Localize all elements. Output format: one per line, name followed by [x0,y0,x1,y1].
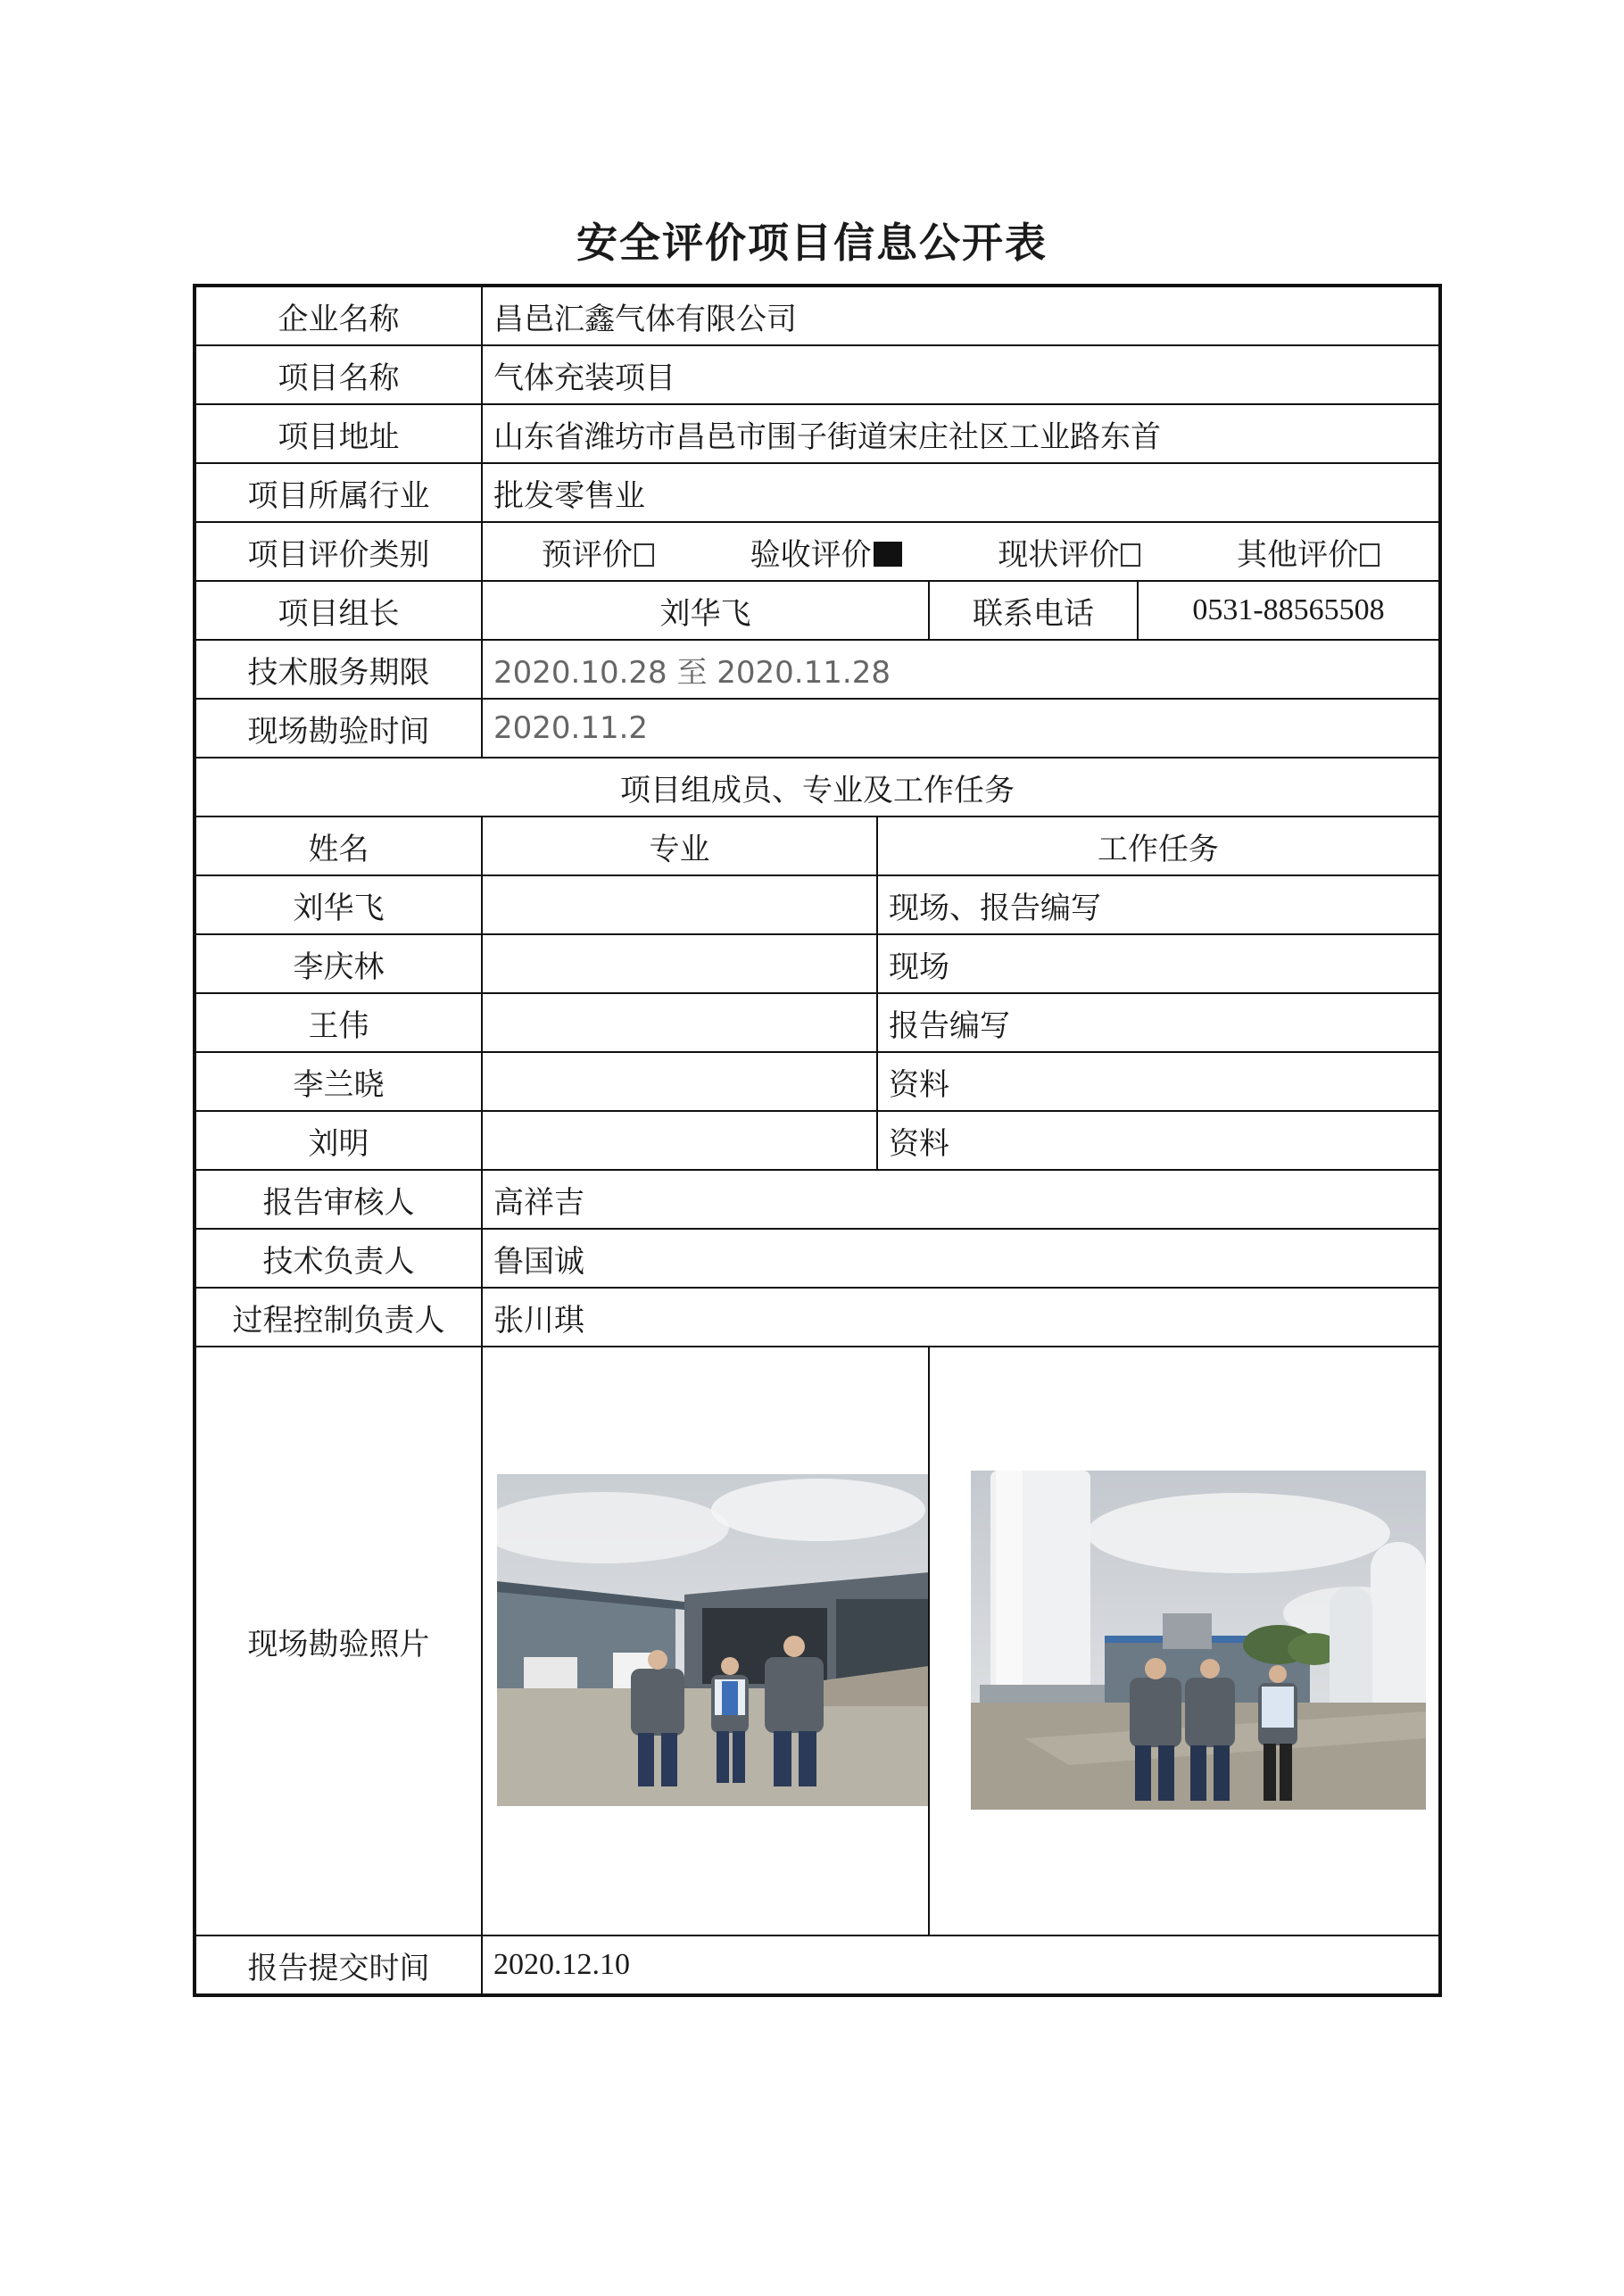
survey-time-label: 现场勘验时间 [195,699,482,758]
project-name-label: 项目名称 [195,345,482,404]
header-task: 工作任务 [877,816,1440,875]
row-members-title [195,758,1440,816]
project-name-value: 气体充装项目 [482,345,1440,404]
site-photo-2 [971,1471,1426,1810]
category-option-current: 现状评价 [998,530,1140,574]
row-tech-lead [195,1229,1440,1288]
industry-label: 项目所属行业 [195,463,482,522]
submit-value: 2020.12.10 [482,1935,1440,1995]
member-row [195,993,1440,1052]
leader-value: 刘华飞 [482,581,929,640]
process-lead-label: 过程控制负责人 [195,1288,482,1347]
survey-time-value: 2020.11.2 [482,699,1440,758]
header-major: 专业 [482,816,877,875]
row-service-period [195,640,1440,699]
company-label: 企业名称 [195,286,482,345]
process-lead-value: 张川琪 [482,1288,1440,1347]
tech-lead-label: 技术负责人 [195,1229,482,1288]
category-options [482,522,1440,581]
service-period-value: 2020.10.28 至 2020.11.28 [482,640,1440,699]
checkbox-checked-icon [874,542,902,567]
photos-label: 现场勘验照片 [195,1347,482,1935]
member-task: 现场、报告编写 [877,875,1440,934]
member-name: 刘华飞 [195,875,482,934]
tech-lead-value: 鲁国诚 [482,1229,1440,1288]
category-label: 项目评价类别 [195,522,482,581]
address-label: 项目地址 [195,404,482,463]
member-name: 李庆林 [195,934,482,993]
member-name: 李兰晓 [195,1052,482,1111]
member-task: 资料 [877,1111,1440,1170]
auditor-label: 报告审核人 [195,1170,482,1229]
row-submit [195,1935,1440,1995]
member-row [195,1052,1440,1111]
member-task: 报告编写 [877,993,1440,1052]
header-name: 姓名 [195,816,482,875]
row-category [195,522,1440,581]
photo-cell-right [929,1347,1440,1935]
leader-label: 项目组长 [195,581,482,640]
info-table [193,284,1442,1997]
phone-value: 0531-88565508 [1138,581,1440,640]
member-major [482,934,877,993]
row-survey-time [195,699,1440,758]
row-company [195,286,1440,345]
row-project-name [195,345,1440,404]
row-address [195,404,1440,463]
member-row [195,1111,1440,1170]
phone-label: 联系电话 [929,581,1138,640]
row-auditor [195,1170,1440,1229]
checkbox-unchecked-icon [1121,543,1140,567]
member-task: 现场 [877,934,1440,993]
member-name: 刘明 [195,1111,482,1170]
category-option-other: 其他评价 [1237,530,1380,574]
company-value: 昌邑汇鑫气体有限公司 [482,286,1440,345]
row-process-lead [195,1288,1440,1347]
page-title: 安全评价项目信息公开表 [576,219,1048,267]
member-major [482,875,877,934]
row-industry [195,463,1440,522]
site-photo-1 [497,1474,929,1806]
category-option-acceptance: 验收评价 [750,530,902,574]
member-task: 资料 [877,1052,1440,1111]
category-option-pre: 预评价 [542,530,654,574]
submit-label: 报告提交时间 [195,1935,482,1995]
industry-value: 批发零售业 [482,463,1440,522]
auditor-value: 高祥吉 [482,1170,1440,1229]
member-row [195,934,1440,993]
member-major [482,993,877,1052]
members-section-title: 项目组成员、专业及工作任务 [195,758,1440,816]
checkbox-unchecked-icon [634,543,654,567]
checkbox-unchecked-icon [1360,543,1380,567]
photo-cell-left [482,1347,929,1935]
member-major [482,1052,877,1111]
row-leader [195,581,1440,640]
member-name: 王伟 [195,993,482,1052]
members-header-row [195,816,1440,875]
row-photos [195,1347,1440,1935]
member-major [482,1111,877,1170]
member-row [195,875,1440,934]
service-period-label: 技术服务期限 [195,640,482,699]
address-value: 山东省潍坊市昌邑市围子街道宋庄社区工业路东首 [482,404,1440,463]
